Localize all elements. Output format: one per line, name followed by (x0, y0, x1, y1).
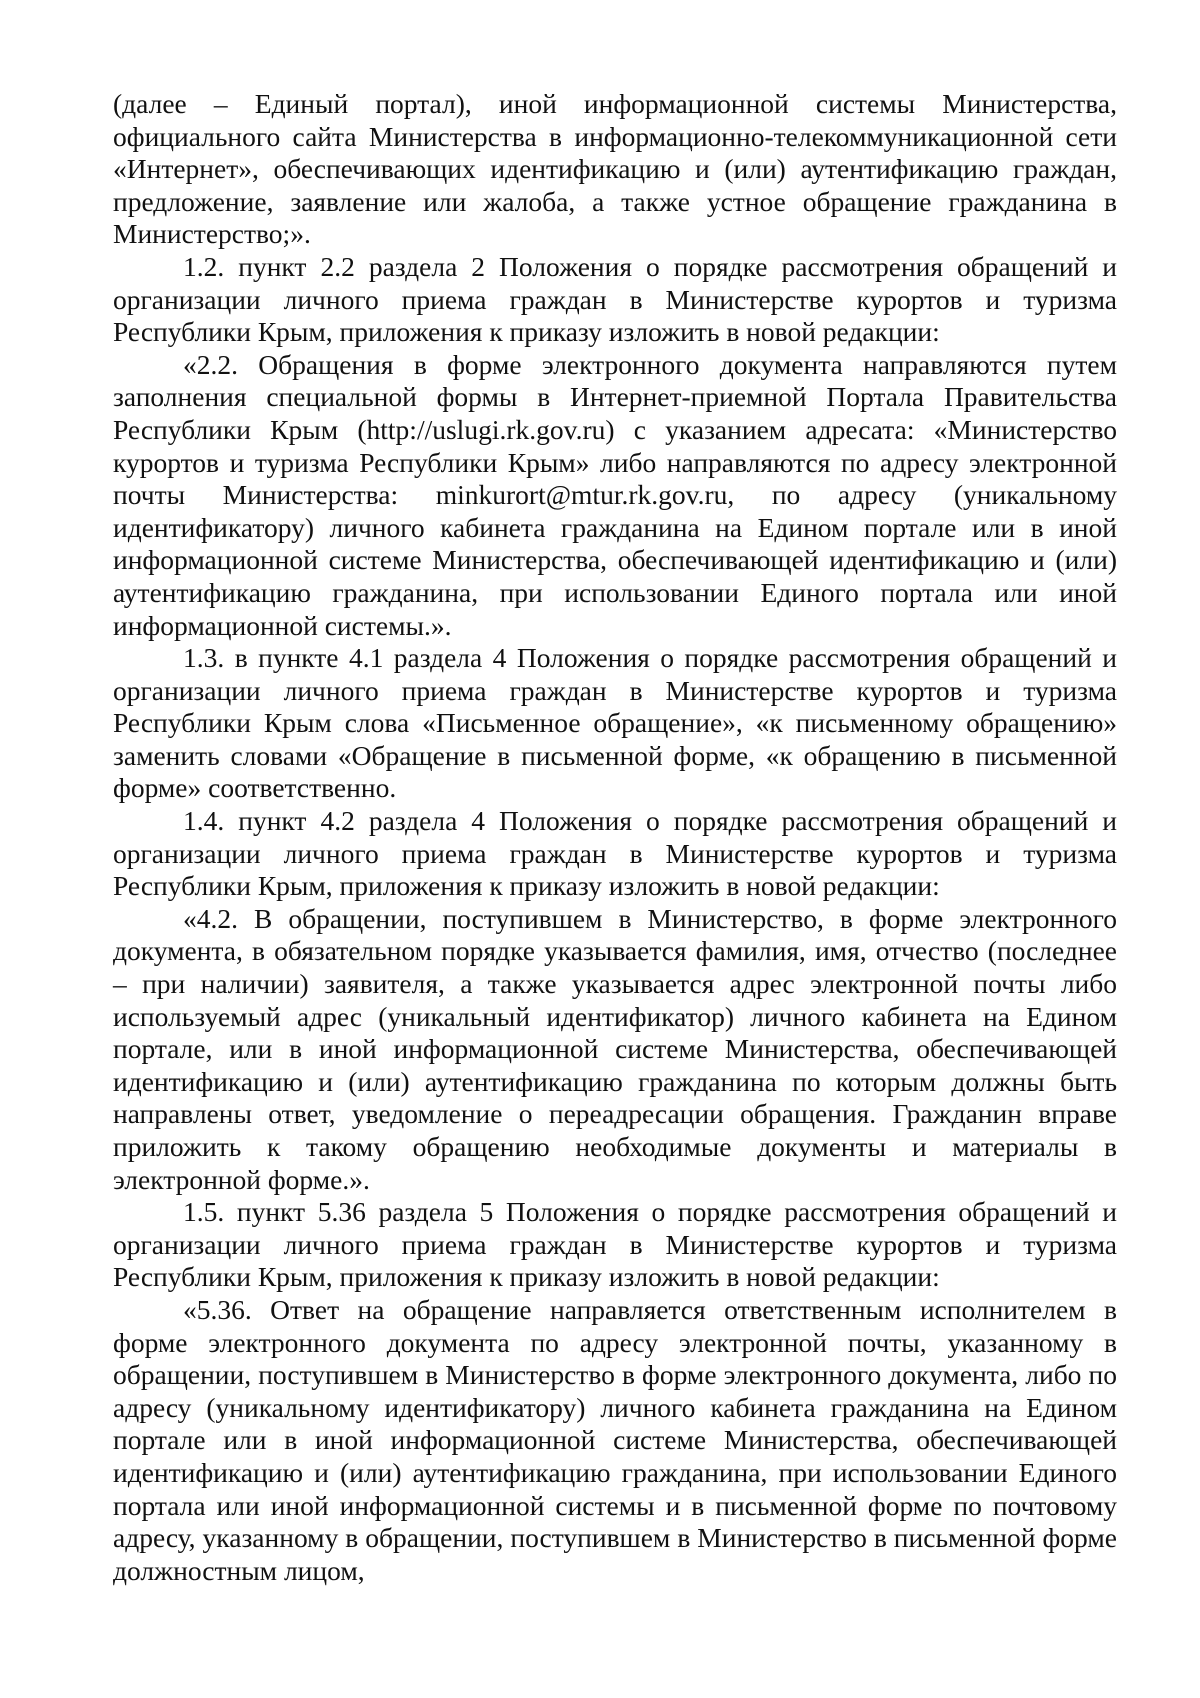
paragraph-item-1-5: 1.5. пункт 5.36 раздела 5 Положения о порядке рассмотрения обращений и организации личного приема граждан в Министерстве курортов и туризма Республики Крым, приложения к приказу изложить в новой редакции: (113, 1196, 1117, 1293)
paragraph-item-1-2: 1.2. пункт 2.2 раздела 2 Положения о порядке рассмотрения обращений и организации личного приема граждан в Министерстве курортов и туризма Республики Крым, приложения к приказу изложить в новой редакции: (113, 250, 1117, 348)
paragraph-clause-2-2: «2.2. Обращения в форме электронного документа направляются путем заполнения специальной формы в Интернет-приемной Портала Правительства Республики Крым (http://uslugi.rk.gov.ru) с указанием адресата: «Министерство курортов и туризма Республики Крым» либо направляются по адресу электронной почты Министерства: minkurort@mtur.rk.gov.ru, по адресу (уникальному идентификатору) личного кабинета гражданина на Едином портале или в иной информационной системе Министерства, обеспечивающей идентификацию и (или) аутентификацию гражданина, при использовании Единого портала или иной информационной системы.». (113, 348, 1117, 641)
document-body (113, 88, 1117, 1587)
paragraph-continuation-definitions: (далее – Единый портал), иной информационной системы Министерства, официального сайта Министерства в информационно-телекоммуникационной сети «Интернет», обеспечивающих идентификацию и (или) аутентификацию граждан, предложение, заявление или жалоба, а также устное обращение гражданина в Министерство;». (113, 88, 1117, 250)
paragraph-item-1-4: 1.4. пункт 4.2 раздела 4 Положения о порядке рассмотрения обращений и организации личного приема граждан в Министерстве курортов и туризма Республики Крым, приложения к приказу изложить в новой редакции: (113, 805, 1117, 902)
paragraph-clause-4-2: «4.2. В обращении, поступившем в Министерство, в форме электронного документа, в обязательном порядке указывается фамилия, имя, отчество (последнее – при наличии) заявителя, а также указывается адрес электронной почты либо используемый адрес (уникальный идентификатор) личного кабинета на Едином портале, или в иной информационной системе Министерства, обеспечивающей идентификацию и (или) аутентификацию гражданина по которым должны быть направлены ответ, уведомление о переадресации обращения. Гражданин вправе приложить к такому обращению необходимые документы и материалы в электронной форме.». (113, 902, 1117, 1195)
paragraph-item-1-3: 1.3. в пункте 4.1 раздела 4 Положения о порядке рассмотрения обращений и организации личного приема граждан в Министерстве курортов и туризма Республики Крым слова «Письменное обращение», «к письменному обращению» заменить словами «Обращение в письменной форме, «к обращению в письменной форме» соответственно. (113, 642, 1117, 804)
paragraph-clause-5-36: «5.36. Ответ на обращение направляется ответственным исполнителем в форме электронного документа по адресу электронной почты, указанному в обращении, поступившем в Министерство в форме электронного документа, либо по адресу (уникальному идентификатору) личного кабинета гражданина на Едином портале или в иной информационной системе Министерства, обеспечивающей идентификацию и (или) аутентификацию гражданина, при использовании Единого портала или иной информационной системы и в письменной форме по почтовому адресу, указанному в обращении, поступившем в Министерство в письменной форме должностным лицом, (113, 1293, 1117, 1586)
